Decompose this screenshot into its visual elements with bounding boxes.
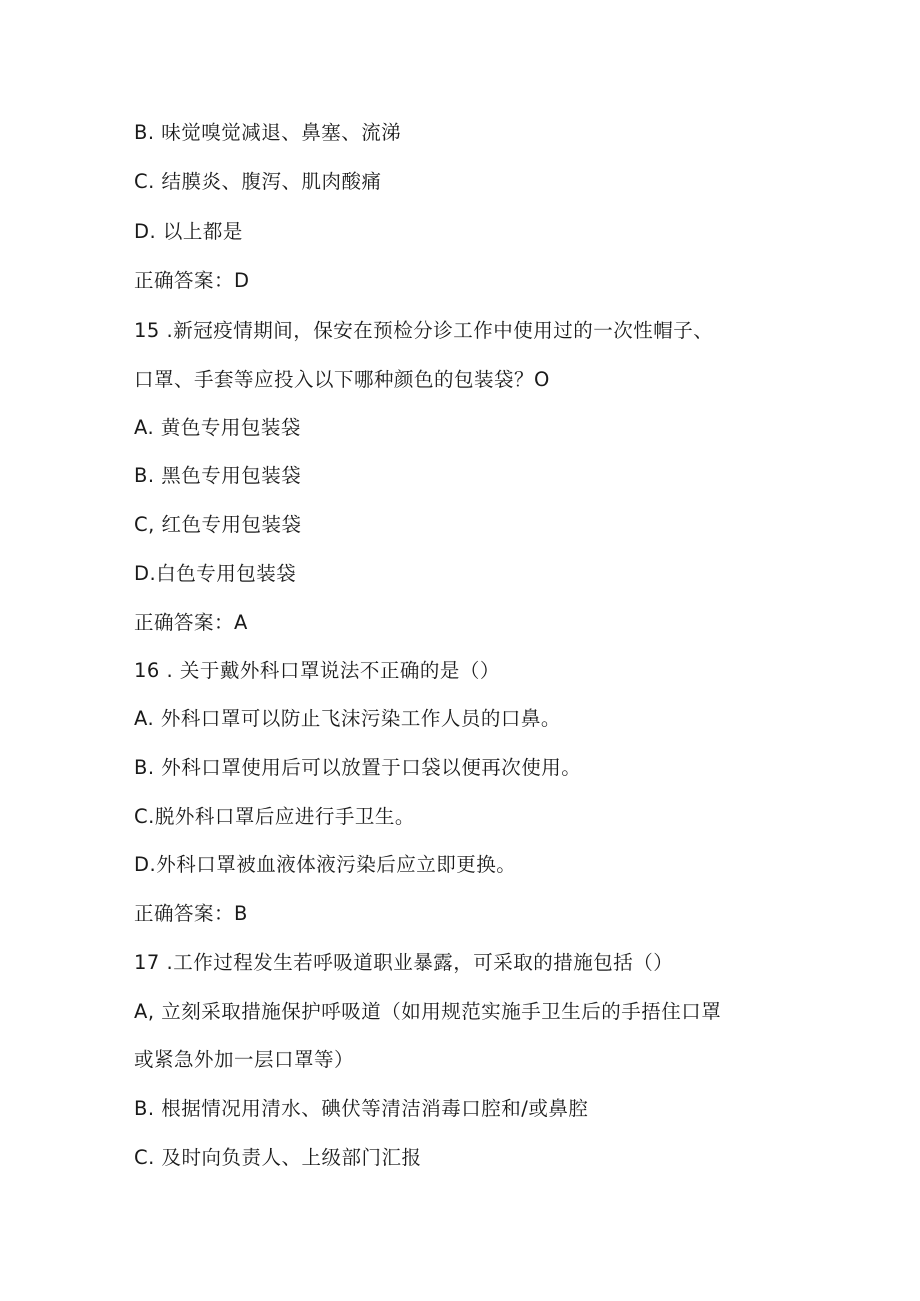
question-17: 17 .工作过程发生若呼吸道职业暴露，可采取的措施包括（） bbox=[134, 951, 674, 974]
answer-q16: 正确答案：B bbox=[134, 902, 248, 925]
option-a-q17-line-2: 或紧急外加一层口罩等） bbox=[134, 1048, 355, 1071]
option-b-q16: B. 外科口罩使用后可以放置于口袋以便再次使用。 bbox=[134, 756, 582, 779]
option-d-q14: D. 以上都是 bbox=[134, 220, 243, 243]
option-d-q16: D.外科口罩被血液体液污染后应立即更换。 bbox=[134, 853, 517, 876]
option-b-q14: B. 味觉嗅觉减退、鼻塞、流涕 bbox=[134, 121, 402, 144]
option-c-q17: C. 及时向负责人、上级部门汇报 bbox=[134, 1146, 422, 1169]
option-b-q17: B. 根据情况用清水、碘伏等清洁消毒口腔和/或鼻腔 bbox=[134, 1097, 589, 1120]
option-b-q15: B. 黑色专用包装袋 bbox=[134, 464, 302, 487]
option-a-q15: A. 黄色专用包装袋 bbox=[134, 416, 301, 439]
answer-q14: 正确答案：D bbox=[134, 269, 250, 292]
answer-q15: 正确答案：A bbox=[134, 611, 248, 634]
option-a-q17-line-1: A, 立刻采取措施保护呼吸道（如用规范实施手卫生后的手捂住口罩 bbox=[134, 1000, 722, 1023]
option-c-q16: C.脱外科口罩后应进行手卫生。 bbox=[134, 805, 415, 828]
option-a-q16: A. 外科口罩可以防止飞沫污染工作人员的口鼻。 bbox=[134, 707, 561, 730]
question-15-line-2: 口罩、手套等应投入以下哪种颜色的包装袋？O bbox=[134, 368, 550, 391]
option-c-q14: C. 结膜炎、腹泻、肌肉酸痛 bbox=[134, 170, 382, 193]
question-15-line-1: 15 .新冠疫情期间，保安在预检分诊工作中使用过的一次性帽子、 bbox=[134, 319, 714, 342]
question-16: 16 . 关于戴外科口罩说法不正确的是（） bbox=[134, 659, 500, 682]
option-d-q15: D.白色专用包装袋 bbox=[134, 562, 297, 585]
option-c-q15: C, 红色专用包装袋 bbox=[134, 513, 302, 536]
